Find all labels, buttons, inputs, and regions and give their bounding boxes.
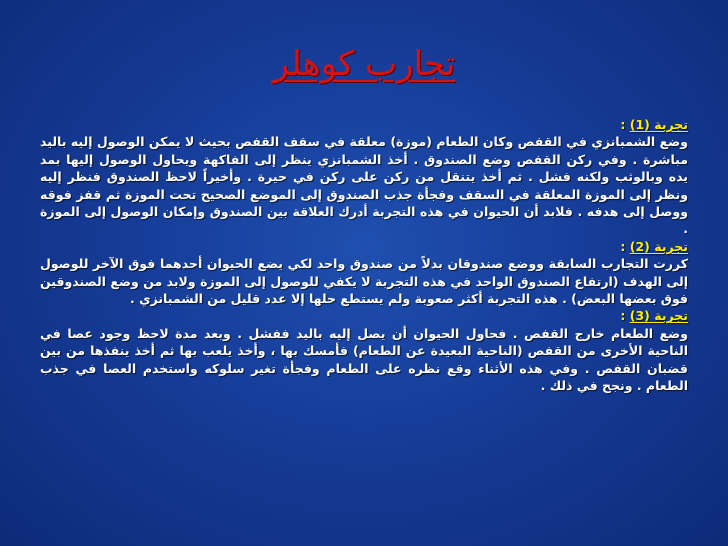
experiment-3-text: وضع الطعام خارج القفص . فحاول الحيوان أن يصل إليه باليد ففشل . وبعد مدة لاحظ وجود عصا في الناحية الأخرى من القفص (الناحية البعيدة عن الطعام) فأمسك بها ، وأخذ يلعب بها ثم أخذ ينفذها من بين قضبان القفص . وفي هذه الأثناء وقع نظره على الطعام وفجأة تغير سلوكه واستخدم العصا في جذب الطعام . ونجح في ذلك . [40,325,688,394]
slide-title: تجارب كوهلر [272,44,456,84]
experiment-3-heading-label: تجربة (3) [629,308,688,324]
experiment-1-heading-label: تجربة (1) [629,117,688,132]
experiment-2 [40,238,688,308]
experiment-2-heading-suffix: : [620,238,630,254]
experiment-3 [40,307,688,394]
slide-content [40,116,688,395]
experiment-2-text: كررت التجارب السابقة ووضع صندوقان بدلاً من صندوق واحد لكي يضع الحيوان أحدهما فوق الآخر للوصول إلى الهدف (ارتفاع الصندوق الواحد في هذه التجربة لا يكفي للوصول إلى الموزة ولابد من وضع الصندوقين فوق بعضها البعض) . هذه التجربة أكثر صعوبة ولم يستطع حلها إلا عدد قليل من الشمبانزي . [40,256,688,307]
experiment-2-heading-label: تجربة (2) [629,238,688,254]
experiment-3-heading-suffix: : [620,308,630,324]
experiment-1-heading-suffix: : [620,117,630,132]
experiment-2-heading [40,238,688,255]
experiment-1 [40,116,688,238]
experiment-1-text: وضع الشمبانزي في القفص وكان الطعام (موزة) معلقة في سقف القفص بحيث لا يمكن الوصول إليه باليد مباشرة . وفي ركن القفص وضع الصندوق . أخذ الشمبانزي ينظر إلى الفاكهة ويحاول الوصول إليها بمد يده وبالوثب ولكنه فشل . ثم أخذ يتنقل من ركن على ركن في حيرة . وأخيراً لاحظ الصندوق فنظر إليه ونظر إلى الموزة المعلقة في السقف وفجأة جذب الصندوق إلى الموضع الصحيح تحت الموزة ثم قفز فوقه ووصل إلى هدفه . فلابد أن الحيوان في هذه التجربة أدرك العلاقة بين الصندوق وإمكان الوصول إلى الموزة . [40,134,688,237]
experiment-1-heading [40,116,688,133]
experiment-3-heading [40,307,688,324]
